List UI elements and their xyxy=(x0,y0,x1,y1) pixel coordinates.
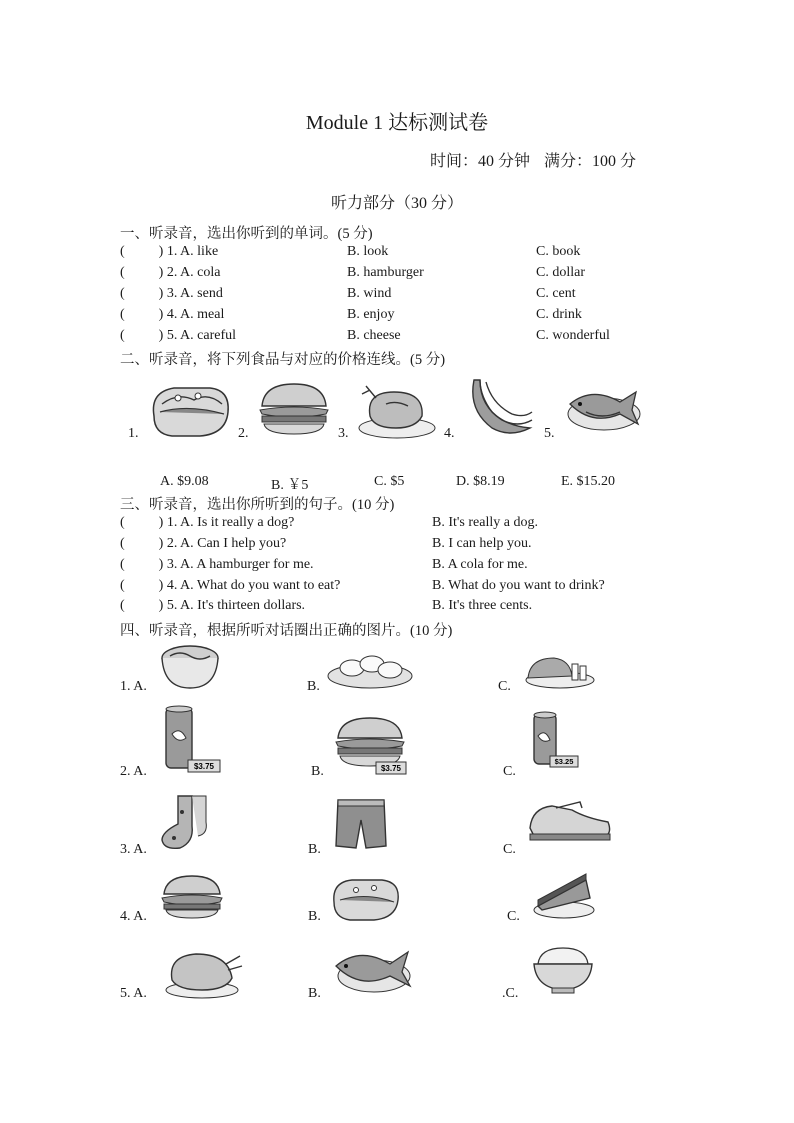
sneakers-icon[interactable] xyxy=(526,798,614,844)
part3-option-b: B. What do you want to drink? xyxy=(432,578,605,593)
part1-option-b: B. wind xyxy=(347,286,392,301)
price-option: A. $9.08 xyxy=(160,474,209,489)
choice-label: 5. A. xyxy=(120,986,147,1001)
hamburger-icon[interactable] xyxy=(334,716,408,776)
choice-label: C. xyxy=(503,764,516,779)
bananas-icon xyxy=(466,376,534,438)
cake-slice-icon[interactable] xyxy=(530,870,596,920)
shorts-icon[interactable] xyxy=(334,796,388,852)
hamburger-icon[interactable] xyxy=(160,874,224,920)
part3-option-b: B. It's really a dog. xyxy=(432,515,538,530)
part1-heading: 一、听录音，选出你听到的单词。(5 分) xyxy=(120,226,373,242)
part1-option-c: C. drink xyxy=(536,307,582,322)
choice-label: B. xyxy=(307,679,320,694)
part1-row: ( ) 5. A. careful xyxy=(120,328,237,343)
fish-plate-icon xyxy=(562,380,642,436)
price-option: C. $5 xyxy=(374,474,405,489)
roast-chicken-icon[interactable] xyxy=(162,946,244,1000)
part1-option-b: B. enjoy xyxy=(347,307,395,322)
part2-heading: 二、听录音，将下列食品与对应的价格连线。(5 分) xyxy=(120,352,446,368)
svg-text:$3.75: $3.75 xyxy=(193,762,215,771)
price-option: E. $15.20 xyxy=(561,474,616,489)
choice-label: 1. A. xyxy=(120,679,147,694)
part3-row: ( ) 3. A. A hamburger for me. xyxy=(120,557,314,572)
choice-label: 2. A. xyxy=(120,764,147,779)
choice-label: B. xyxy=(308,842,321,857)
hamburger-icon xyxy=(258,382,330,436)
svg-text:$3.25: $3.25 xyxy=(554,757,574,766)
choice-label: B. xyxy=(311,764,324,779)
choice-label: B. xyxy=(308,909,321,924)
part1-row: ( ) 2. A. cola xyxy=(120,265,221,280)
part1-option-b: B. look xyxy=(347,244,389,259)
part3-option-b: B. A cola for me. xyxy=(432,557,528,572)
cola-can-icon[interactable] xyxy=(162,704,222,776)
picture-number: 3. xyxy=(338,426,349,441)
socks-icon[interactable] xyxy=(158,792,212,852)
choice-label: C. xyxy=(503,842,516,857)
picture-number: 1. xyxy=(128,426,139,441)
full-score: 满分：100 分 xyxy=(544,153,637,170)
part1-option-c: C. book xyxy=(536,244,581,259)
part3-heading: 三、听录音，选出你所听到的句子。(10 分) xyxy=(120,497,395,513)
part1-row: ( ) 4. A. meal xyxy=(120,307,225,322)
dumplings-plate-icon[interactable] xyxy=(326,646,414,690)
part1-option-b: B. hamburger xyxy=(347,265,424,280)
choice-label: B. xyxy=(308,986,321,1001)
picture-number: 5. xyxy=(544,426,555,441)
exam-meta xyxy=(430,148,636,171)
time-limit: 时间：40 分钟 xyxy=(430,153,531,170)
part3-option-b: B. I can help you. xyxy=(432,536,532,551)
part3-row: ( ) 1. A. Is it really a dog? xyxy=(120,515,295,530)
part1-option-c: C. cent xyxy=(536,286,576,301)
part1-row: ( ) 3. A. send xyxy=(120,286,223,301)
part1-option-b: B. cheese xyxy=(347,328,401,343)
price-option: B. ￥5 xyxy=(271,478,309,493)
cola-can-icon[interactable] xyxy=(530,710,580,772)
choice-label: C. xyxy=(507,909,520,924)
part3-option-b: B. It's three cents. xyxy=(432,598,533,613)
part1-row: ( ) 1. A. like xyxy=(120,244,219,259)
part1-option-c: C. dollar xyxy=(536,265,585,280)
hotdog-icon[interactable] xyxy=(330,874,402,922)
svg-text:$3.75: $3.75 xyxy=(380,764,402,773)
part1-option-c: C. wonderful xyxy=(536,328,610,343)
part3-row: ( ) 4. A. What do you want to eat? xyxy=(120,578,341,593)
page-title: Module 1 达标测试卷 xyxy=(305,112,489,134)
choice-label: .C. xyxy=(502,986,519,1001)
choice-label: C. xyxy=(498,679,511,694)
listening-section-header: 听力部分（30 分） xyxy=(330,195,463,212)
bread-plate-icon[interactable] xyxy=(520,654,596,690)
part4-heading: 四、听录音，根据所听对话圈出正确的图片。(10 分) xyxy=(120,623,453,639)
part3-row: ( ) 5. A. It's thirteen dollars. xyxy=(120,598,306,613)
rice-bowl-icon[interactable] xyxy=(532,944,594,996)
noodle-bowl-icon[interactable] xyxy=(160,642,220,690)
fish-plate-icon[interactable] xyxy=(330,940,414,998)
roast-chicken-icon xyxy=(356,380,438,440)
part3-row: ( ) 2. A. Can I help you? xyxy=(120,536,287,551)
hotdog-icon xyxy=(148,378,232,440)
choice-label: 3. A. xyxy=(120,842,147,857)
price-option: D. $8.19 xyxy=(456,474,505,489)
picture-number: 2. xyxy=(238,426,249,441)
picture-number: 4. xyxy=(444,426,455,441)
choice-label: 4. A. xyxy=(120,909,147,924)
